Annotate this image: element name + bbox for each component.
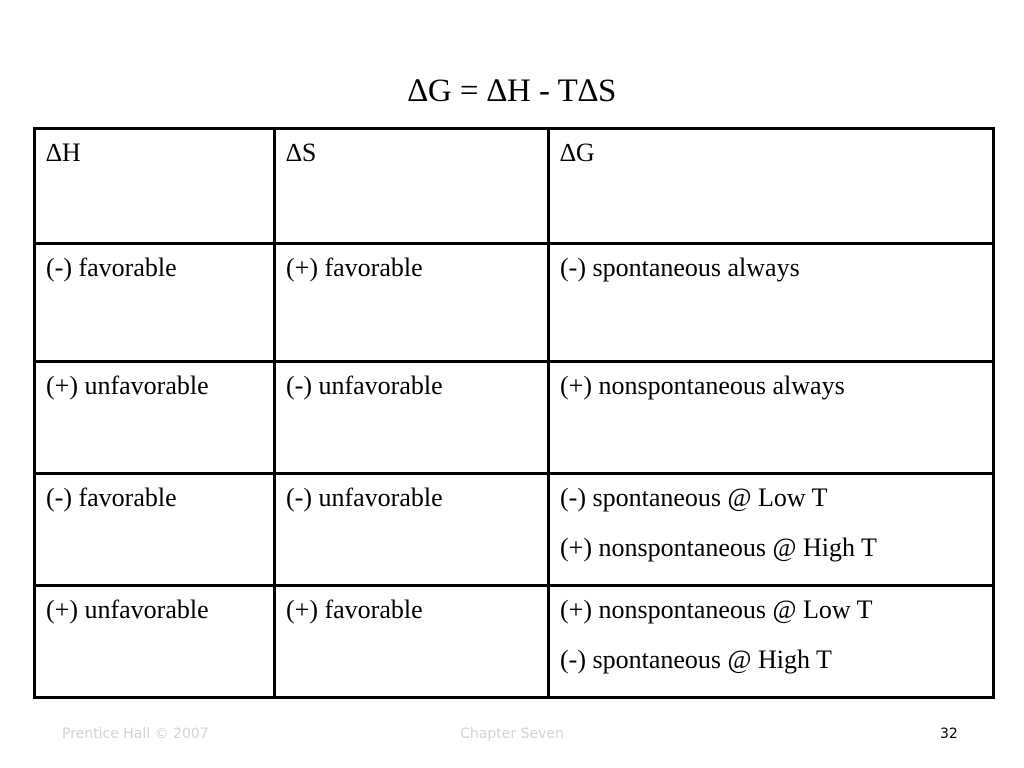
cell-delta-h [35, 244, 275, 362]
table-header-row [35, 129, 994, 244]
cell-delta-g [549, 362, 994, 474]
cell-text: (-) unfavorable [286, 371, 443, 400]
table-row [35, 474, 994, 586]
cell-text: (-) favorable [46, 253, 177, 282]
cell-text: (+) nonspontaneous @ High T [560, 533, 877, 562]
cell-text: (+) unfavorable [46, 371, 209, 400]
header-label: ∆H [46, 138, 81, 167]
table-row [35, 362, 994, 474]
cell-delta-s [275, 362, 549, 474]
header-label: ∆G [560, 138, 595, 167]
cell-text: (+) nonspontaneous @ Low T [560, 595, 873, 624]
cell-delta-s [275, 474, 549, 586]
footer-chapter: Chapter Seven [460, 726, 564, 742]
slide-title: ∆G = ∆H - T∆S [407, 73, 617, 109]
cell-text: (-) spontaneous @ Low T [560, 483, 828, 512]
cell-text: (+) unfavorable [46, 595, 209, 624]
cell-delta-s [275, 586, 549, 698]
footer-copyright: Prentice Hall © 2007 [62, 726, 209, 742]
cell-text: (+) nonspontaneous always [560, 371, 845, 400]
header-cell-delta-s [275, 129, 549, 244]
cell-text: (-) spontaneous always [560, 253, 800, 282]
cell-text: (-) unfavorable [286, 483, 443, 512]
cell-text: (+) favorable [286, 595, 423, 624]
cell-text: (+) favorable [286, 253, 423, 282]
header-cell-delta-h [35, 129, 275, 244]
cell-delta-g [549, 586, 994, 698]
header-label: ∆S [286, 138, 317, 167]
table [33, 127, 995, 699]
slide-number: 32 [940, 726, 958, 742]
cell-delta-g [549, 474, 994, 586]
cell-delta-g [549, 244, 994, 362]
cell-text: (-) spontaneous @ High T [560, 645, 832, 674]
cell-delta-h [35, 474, 275, 586]
cell-text: (-) favorable [46, 483, 177, 512]
cell-delta-h [35, 586, 275, 698]
table-row [35, 586, 994, 698]
header-cell-delta-g [549, 129, 994, 244]
cell-delta-s [275, 244, 549, 362]
table-row [35, 244, 994, 362]
cell-delta-h [35, 362, 275, 474]
gibbs-sign-table [33, 127, 992, 696]
